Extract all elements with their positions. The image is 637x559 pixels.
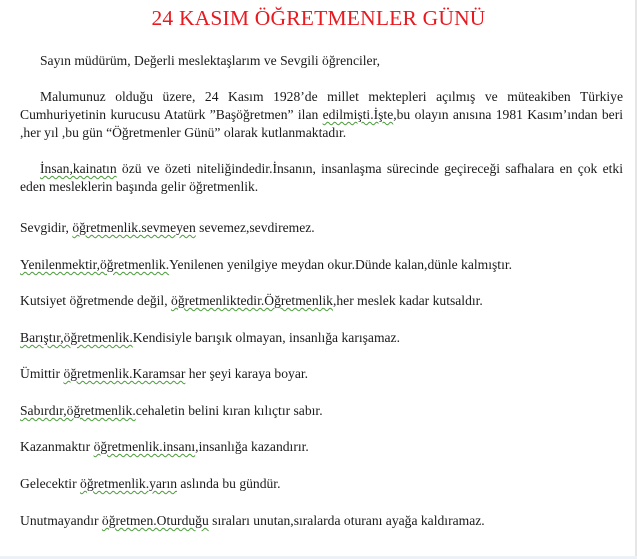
spellcheck-word: İnsan,kainatın [40,161,117,176]
paragraph-peace [20,329,623,347]
paragraph-love-text-2: sevemez,sevdiremez. [195,220,315,235]
greeting-paragraph: Sayın müdürüm, Değerli meslektaşlarım ve Sevgili öğrenciler, [40,53,380,68]
paragraph-hope [20,365,623,383]
paragraph-sanctity [20,292,623,310]
spellcheck-word: Yenilenmektir,öğretmenlik. [20,257,170,272]
paragraph-renewal [20,256,623,274]
paragraph-history-text-2: ,bu olayın anısına 1981 Kasım’ından beri ,her yıl ,bu gün “Öğretmenler Günü” olarak kutlanmaktadır. [20,107,623,140]
paragraph-gain-text-2: ,insanlığa kazandırır. [195,439,309,454]
paragraph-sanctity-text-2: ,her meslek kadar kutsaldır. [332,293,483,308]
spellcheck-word: öğretmenlik.insanı [93,439,196,454]
document-title: 24 KASIM ÖĞRETMENLER GÜNÜ [151,6,486,30]
paragraph-patience-text: cehaletin belini kıran kılıçtır sabır. [135,403,323,418]
paragraph-future-text-1: Gelecektir [20,476,81,491]
paragraph-love [20,219,623,237]
paragraph-remember-text-1: Unutmayandır [20,513,102,528]
paragraph-gain [20,438,623,456]
spellcheck-word: Barıştır,öğretmenlik. [20,330,133,345]
paragraph-future [20,475,623,493]
spellcheck-word: öğretmenlik.sevmeyen [72,220,196,235]
paragraph-sanctity-text-1: Kutsiyet öğretmende değil, [20,293,172,308]
paragraph-gain-text-1: Kazanmaktır [20,439,94,454]
paragraph-peace-text: Kendisiyle barışık olmayan, insanlığa karışamaz. [132,330,400,345]
paragraph-human [20,160,623,196]
paragraph-history [20,88,623,142]
paragraph-patience [20,402,623,420]
paragraph-history-text-1: Malumunuz olduğu üzere, 24 Kasım 1928’de millet mektepleri açılmış ve müteakiben Türkiye Cumhuriyetinin kurucusu Atatürk ”Başöğretmen” ilan [20,89,623,122]
paragraph-future-text-2: aslında bu gündür. [177,476,281,491]
paragraph-hope-text-2: her şeyi karaya boyar. [185,366,309,381]
spellcheck-word: öğretmenliktedir.Öğretmenlik [171,293,333,308]
paragraph-remember-text-2: sıraları unutan,sıralarda oturanı ayağa kaldıramaz. [208,513,485,528]
spellcheck-word: edilmişti.İşte [322,107,394,122]
paragraph-remember [20,512,623,530]
spellcheck-word: Sabırdır,öğretmenlik. [20,403,136,418]
spellcheck-word: öğretmenlik.Karamsar [63,366,186,381]
paragraph-hope-text-1: Ümittir [20,366,64,381]
paragraph-human-text: özü ve özeti niteliğindedir.İnsanın, insanlaşma sürecinde geçireceği safhalara en çok etki eden mesleklerin başında gelir öğretmenlik. [20,161,623,194]
spellcheck-word: öğretmen.Oturduğu [101,513,209,528]
paragraph-love-text-1: Sevgidir, [20,220,73,235]
spellcheck-word: öğretmenlik.yarın [80,476,178,491]
paragraph-renewal-text: Yenilenen yenilgiye meydan okur.Dünde kalan,dünle kalmıştır. [169,257,513,272]
